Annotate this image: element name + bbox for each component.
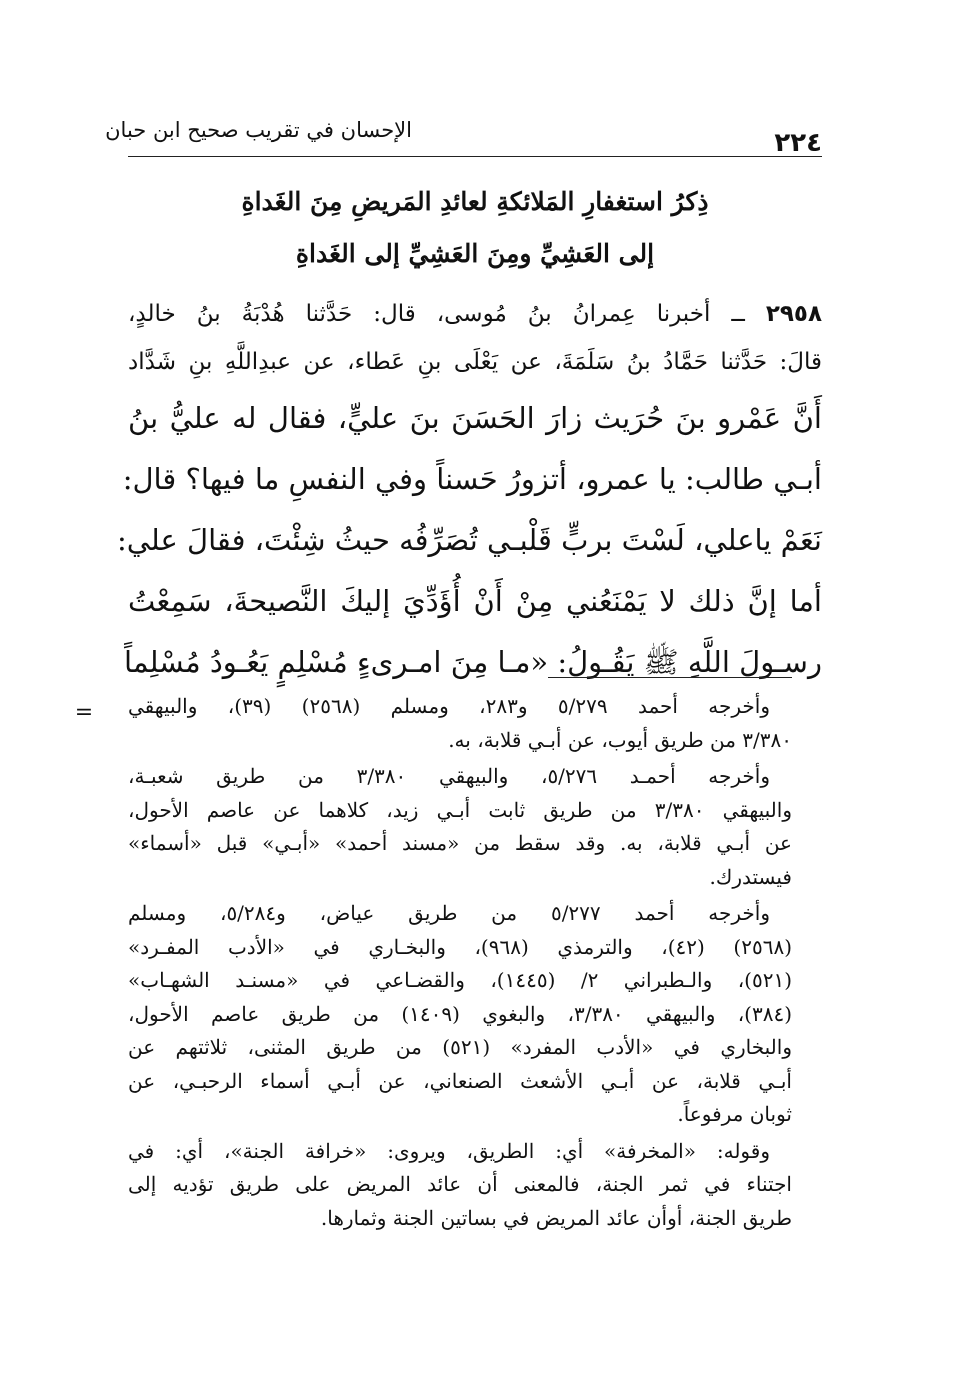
heading-line-2: إلى العَشِيِّ ومِنَ العَشِيِّ إلى الغَداةِ (295, 239, 655, 268)
footnote-line: وأخرجه أحمد ٥/٢٧٧ من طريق عياض، و٥/٢٨٤، ومسلم (128, 901, 770, 925)
footnote-line: أبـي قلابة، عن أبـي الأشعث الصنعاني، عن أبـي أسماء الرحبـي، عن (128, 1068, 792, 1093)
footnote-continuation-marker: = (74, 700, 94, 725)
matn-line: أَنَّ عَمْرو بنَ حُرَيث زارَ الحَسَنَ بنَ عليٍّ، فقال له عليُّ بنُ (128, 401, 822, 435)
footnote-line: طريق الجنة، أوأن عائد المريض في بساتين الجنة وثمارها. (320, 1205, 792, 1230)
footnote-line: (٢٥٦٨) (٤٢)، والترمذي (٩٦٨)، والبخـاري في «الأدب المفـرد» (128, 934, 792, 959)
footnote-line: عن أبـي قلابة، به. وقد سقط من «مسند أحمد» «أبـي» قبل «أسماء» (128, 831, 792, 855)
matn-line: نَعَمْ ياعلي، لَسْتَ بربٍّ قَلْبـي تُصَرِّفُه حيثُ شِئْتَ، فقالَ علي: (116, 523, 822, 557)
footnote-line: والبيهقي ٣/٣٨٠ من طريق ثابت أبـي زيد، كلاهما عن عاصم الأحول، (128, 797, 792, 822)
hadith-number: ٢٩٥٨ (765, 301, 822, 327)
book-title: الإحسان في تقريب صحيح ابن حبان (105, 118, 412, 142)
footnote-paragraph (128, 760, 792, 894)
matn-line: رسـولَ اللَّهِ ﷺ يَقُـولُ: «مـا مِنَ امـرىءٍ مُسْلِمٍ يَعُـودُ مُسْلِماً (124, 645, 822, 679)
footnote-paragraph (128, 1135, 792, 1236)
chapter-heading (128, 176, 822, 280)
footnote-paragraph (128, 897, 792, 1132)
footnote-line: (٣٨٤)، والبيهقي ٣/٣٨٠، والبغوي (١٤٠٩) من طريق عاصم الأحول، (128, 1001, 792, 1026)
footnote-line: وأخرجه أحمد ٥/٢٧٩ و٢٨٣، ومسلم (٢٥٦٨) (٣٩)، والبيهقي (128, 694, 770, 718)
heading-line-1: ذِكرُ استغفارِ المَلائكةِ لعائدِ المَريضِ مِنَ الغَداةِ (241, 187, 709, 216)
footnote-line: ٣/٣٨٠ من طريق أيوب، عن أبـي قلابة، به. (448, 727, 792, 752)
footnote-line: وأخرجه أحمـد ٥/٢٧٦، والبيهقي ٣/٣٨٠ من طريق شعبـة، (128, 764, 770, 788)
isnad-line-1 (128, 290, 822, 338)
running-header (105, 112, 822, 158)
footnotes (128, 690, 792, 1238)
footnote-line: والبخاري في «الأدب المفرد» (٥٢١) من طريق المثنى، ثلاثتهم عن (128, 1035, 792, 1059)
footnote-line: ثوبان مرفوعاً. (677, 1102, 792, 1126)
footnote-line: وقوله: «المخرفة» أي: الطريق، ويروى: «خرافة الجنة»، أي: في (128, 1138, 770, 1163)
footnote-separator (548, 677, 792, 678)
hadith-text (116, 388, 822, 693)
footnote-line: اجتناء في ثمر الجنة، فالمعنى أن عائد المريض على طريق تؤديه إلى (128, 1172, 792, 1196)
matn-line: أبـي طالب: يا عمرو، أتزورُ حَسناً وفي النفسِ ما فيها؟ قال: (122, 462, 822, 496)
matn-line: أما إنَّ ذلك لا يَمْنَعُني مِنْ أَنْ أُؤَدِّيَ إليكَ النَّصيحةَ، سَمِعْتُ (128, 584, 822, 618)
isnad-line-2: قالَ: حَدَّثنا حَمَّادُ بنُ سَلَمَةَ، عن يَعْلَى بنِ عَطاء، عن عبدِاللَّهِ بنِ شَدَّاد (128, 349, 822, 375)
isnad-text-1: ــ أخبرنا عِمرانُ بنُ مُوسى، قال: حَدَّثنا هُدْبَةُ بنُ خالدٍ، (128, 301, 745, 327)
footnote-line: (٥٢١)، والـطبراني ٢/ (١٤٤٥)، والقضـاعي في «مسنـد الشهـاب» (128, 968, 792, 992)
isnad-block (128, 290, 822, 386)
footnote-line: فيستدرك. (709, 864, 792, 889)
footnote-paragraph (128, 690, 792, 757)
page-number: ٢٢٤ (774, 128, 822, 158)
